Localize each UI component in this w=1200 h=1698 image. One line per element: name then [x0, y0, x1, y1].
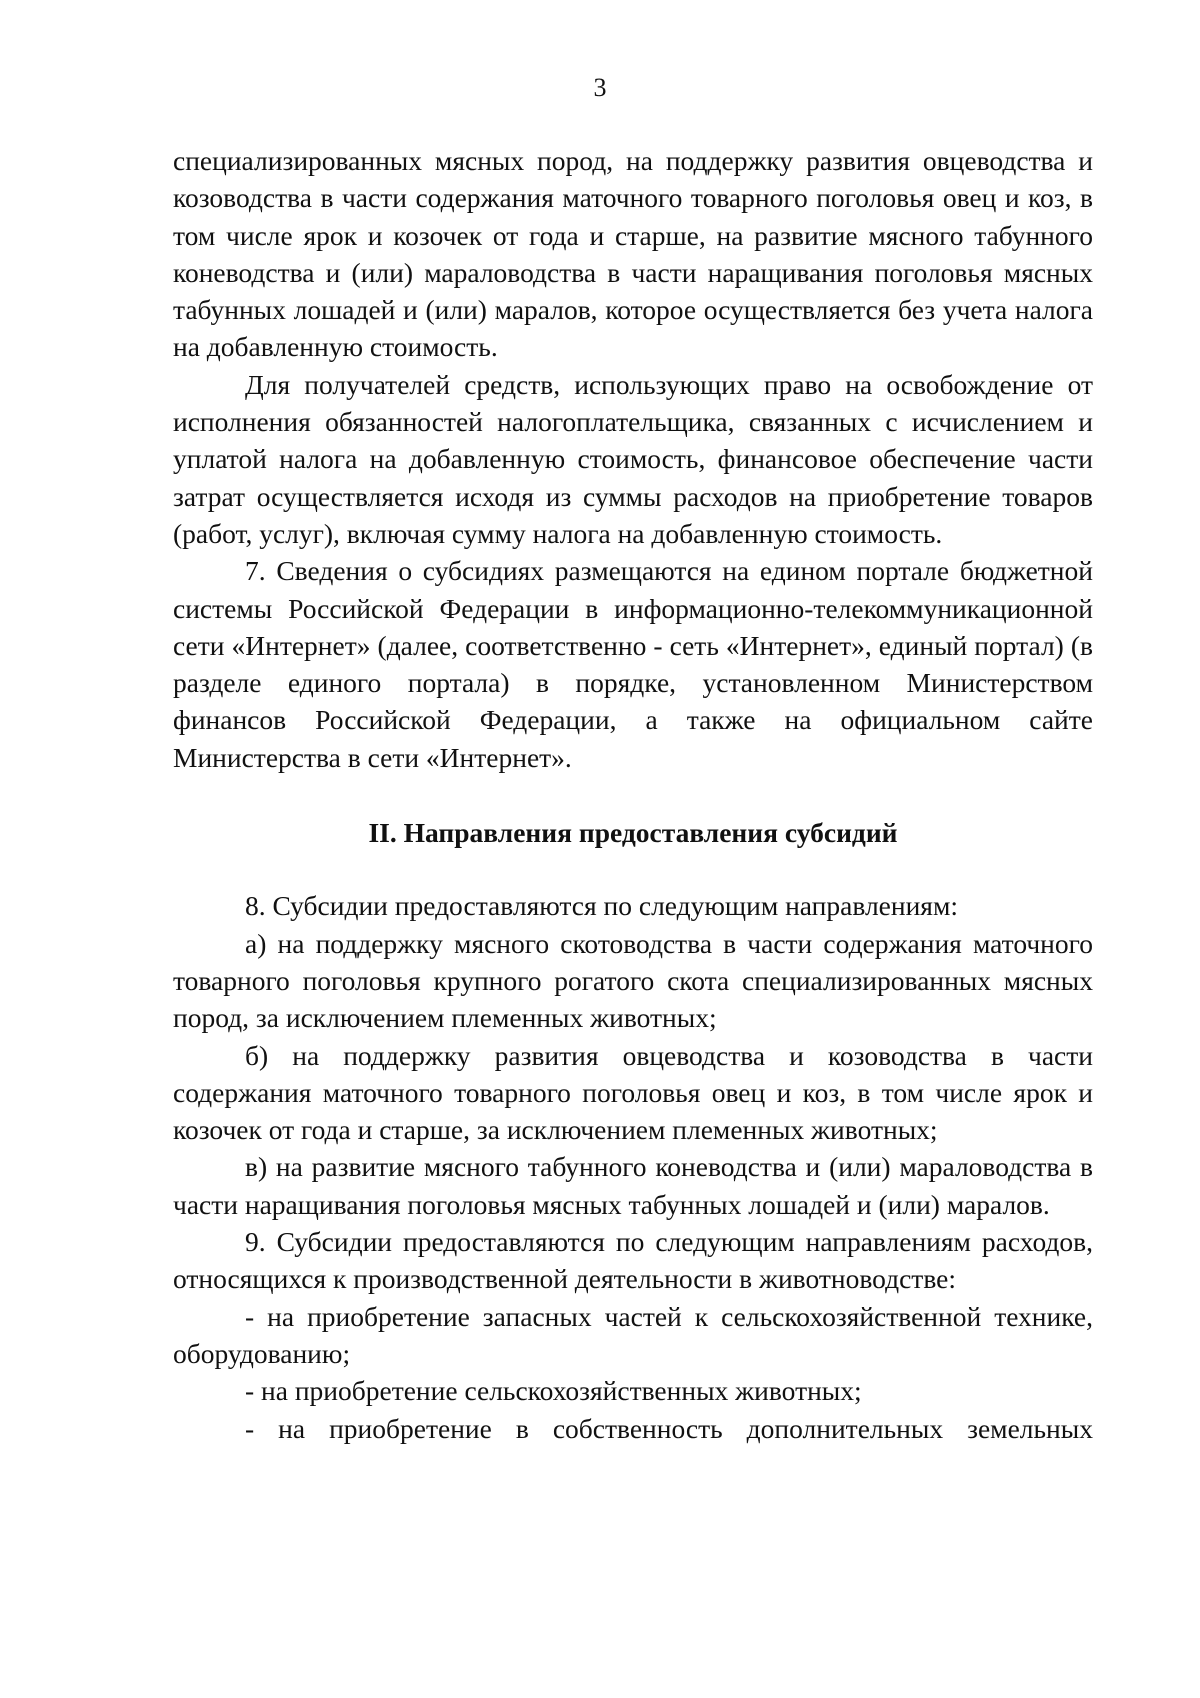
list-item-spare-parts: - на приобретение запасных частей к сельскохозяйственной технике, оборудованию;: [173, 1300, 1093, 1369]
paragraph-continuation: специализированных мясных пород, на поддержку развития овцеводства и козоводства в части содержания маточного товарного поголовья овец и коз, в том числе ярок и козочек от года и старше, на развитие мясного табунного коневодства и (или) мараловодства в части наращивания поголовья мясных табунных лошадей и (или) маралов, которое осуществляется без учета налога на добавленную стоимость.: [173, 145, 1093, 363]
list-item-b: б) на поддержку развития овцеводства и козоводства в части содержания маточного товарного поголовья овец и коз, в том числе ярок и козочек от года и старше, за исключением племенных животных;: [173, 1039, 1093, 1146]
list-item-animals: - на приобретение сельскохозяйственных животных;: [245, 1375, 862, 1407]
section-heading: II. Направления предоставления субсидий: [368, 817, 898, 849]
list-item-land: - на приобретение в собственность дополнительных земельных: [245, 1412, 1093, 1444]
paragraph-7-subsidy-info: 7. Сведения о субсидиях размещаются на едином портале бюджетной системы Российской Федерации в информационно-телекоммуникационной сети «Интернет» (далее, соответственно - сеть «Интернет», единый портал) (в разделе единого портала) в порядке, установленном Министерством финансов Российской Федерации, а также на официальном сайте Министерства в сети «Интернет».: [173, 555, 1093, 773]
document-body: [173, 142, 1093, 1447]
page-number: 3: [593, 73, 607, 102]
paragraph-8-directions: 8. Субсидии предоставляются по следующим направлениям:: [245, 890, 958, 922]
list-item-v: в) на развитие мясного табунного коневодства и (или) мараловодства в части наращивания поголовья мясных табунных лошадей и (или) маралов.: [173, 1151, 1093, 1220]
list-item-a: а) на поддержку мясного скотоводства в части содержания маточного товарного поголовья крупного рогатого скота специализированных мясных пород, за исключением племенных животных;: [173, 927, 1093, 1034]
paragraph-9-expenses: 9. Субсидии предоставляются по следующим направлениям расходов, относящихся к производственной деятельности в животноводстве:: [173, 1226, 1093, 1295]
paragraph-vat-exemption: Для получателей средств, использующих право на освобождение от исполнения обязанностей налогоплательщика, связанных с исчислением и уплатой налога на добавленную стоимость, финансовое обеспечение части затрат осуществляется исходя из суммы расходов на приобретение товаров (работ, услуг), включая сумму налога на добавленную стоимость.: [173, 368, 1093, 549]
